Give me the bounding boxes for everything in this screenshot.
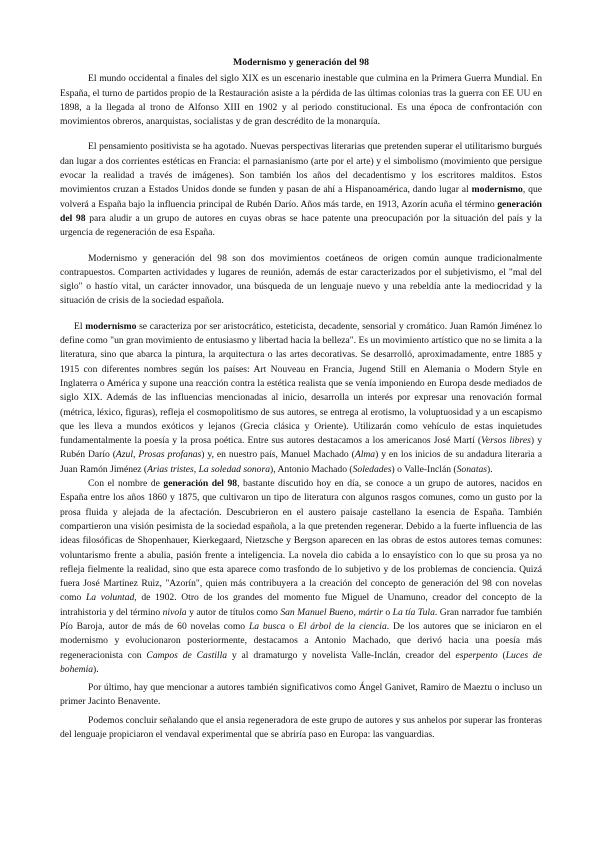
document-page bbox=[60, 56, 542, 746]
text-run: se caracteriza por ser aristocrático, esteticista, decadente, sensorial y cromático. Juan Ramón Jiménez lo define como "un gran movimiento de entusiasmo y libertad hacia la belleza". Es un movimiento artístico que no se limita a la literatura, sino que abarca la pintura, la arquitectura o las artes decorativas. Se desarrolló, aproximadamente, entre 1885 y 1915 con diferentes nombres según los países: Art Nouveau en Francia, Jugend Still en Alemania o Modern Style en Inglaterra o América y supone una reacción contra la estética realista que se venía imponiendo en Europa desde mediados de siglo XIX. Además de las influencias mencionadas al inicio, desarrolla un interés por expresar una renovación formal (métrica, léxico, figuras), refleja el cosmopolitismo de sus autores, se entrega al erotismo, la voluptuosidad y a un escapismo que les lleva a mundos exóticos y lejanos (Grecia clásica y Oriente). Utilizarán como vehículo de estas inquietudes fundamentalmente la poesía y la prosa poética. Entre sus autores destacamos a los americanos José Martí ( bbox=[60, 320, 542, 447]
text-run: y al dramaturgo y novelista Valle-Inclán, creador del bbox=[227, 649, 456, 661]
text-run: ) y Rubén Darío ( bbox=[60, 435, 542, 461]
text-run: , bbox=[193, 463, 199, 475]
text-run: El bbox=[74, 320, 86, 332]
bold-term: modernismo bbox=[85, 320, 137, 332]
italic-title: San Manuel Bueno, mártir bbox=[280, 606, 383, 618]
text-run: y autor de títulos como bbox=[186, 606, 281, 618]
bold-term: generación del 98 bbox=[60, 198, 542, 224]
text-run: ) y en los inicios de su andadura literaria a Juan Ramón Jiménez ( bbox=[60, 449, 542, 475]
text-run: ), Antonio Machado ( bbox=[270, 463, 353, 475]
text-run: , bbox=[132, 449, 139, 461]
text-run: o bbox=[382, 606, 393, 618]
italic-title: El árbol de la ciencia bbox=[297, 620, 387, 632]
italic-title: Arias tristes bbox=[147, 463, 194, 475]
paragraph-text: Modernismo y generación del 98 son dos movimientos coetáneos de origen común aunque tradicionalmente contrapuestos. Comparten actividades y lugares de reunión, además de estar caracterizados por el subjetivismo, el "mal del siglo" o hastío vital, un carácter innovador, una búsqueda de un lenguaje nuevo y una rebeldía ante la mediocridad y la situación de crisis de la sociedad española. bbox=[60, 252, 542, 307]
paragraph-conclusion bbox=[60, 714, 542, 743]
text-run: , bastante discutido hoy en día, se conoce a un grupo de autores, nacidos en España entre los años 1860 y 1875, que cultivaron un tipo de literatura con algunos rasgos comunes, como un gusto por la prosa fluida y alejada de la afectación. Descubrieron en el austero paisaje castellano la esencia de España. También compartieron una visión pesimista de la sociedad española, a la que pretenden regenerar. Debido a la fuerte influencia de las ideas filosóficas de Shopenhauer, Kierkegaard, Nietzsche y Bergson aparecen en las obras de estos autores temas comunes: voluntarismo frente a abulia, pasión frente a inteligencia. La novela dio cabida a lo ensayístico con lo que su prosa ya no refleja fielmente la realidad, sino que esta aparece como trasfondo de lo subjetivo y de los problemas de conciencia. Quizá fuera José Martínez Ruiz, "Azorín", quien más contribuyera a la creación del concepto de generación del 98 con novelas como bbox=[60, 478, 543, 604]
text-run: ( bbox=[497, 649, 506, 661]
paragraph-common-origin bbox=[60, 252, 542, 309]
text-run: . De los autores que se iniciaron en el modernismo y evolucionaron posteriormente, destacamos a Antonio Machado, que derivó hacia una poesía más regeneracionista con bbox=[60, 620, 543, 661]
italic-title: Alma bbox=[354, 449, 376, 461]
italic-title: Versos libres bbox=[481, 435, 531, 447]
text-run: o bbox=[285, 620, 298, 632]
text-run: , que volverá a España bajo la influencia principal de Rubén Darío. Años más tarde, en 1913, Azorín acuña el término bbox=[60, 184, 542, 210]
italic-title: nivola bbox=[162, 606, 187, 618]
paragraph-context bbox=[60, 72, 542, 129]
paragraph-generacion-98 bbox=[60, 477, 542, 677]
italic-title: Sonatas bbox=[456, 463, 488, 475]
paragraph-text: Podemos concluir señalando que el ansia regeneradora de este grupo de autores y sus anhelos por superar las fronteras del lenguaje propiciaron el vendaval experimental que se abriría paso en Europa: las vanguardias. bbox=[60, 714, 542, 741]
italic-title: Azul bbox=[115, 449, 133, 461]
text-run: El pensamiento positivista se ha agotado. Nuevas perspectivas literarias que pretenden superar el utilitarismo burgués dan lugar a dos corrientes estéticas en Francia: el parnasianismo (arte por el arte) y el simbolismo (movimiento que persigue evocar la realidad a través de imágenes). Son también los años del decadentismo y los escritores malditos. Estos movimientos cruzan a Estados Unidos donde se funden y pasan de ahí a Hispanoamérica, dando lugar al bbox=[60, 141, 542, 196]
text-run: ) y, en nuestro país, Manuel Machado ( bbox=[201, 449, 355, 461]
italic-title: Luces de bohemia bbox=[60, 649, 542, 675]
text-run: Con el nombre de bbox=[88, 478, 164, 490]
italic-title: Campos de Castilla bbox=[146, 649, 228, 661]
paragraph-other-authors bbox=[60, 681, 542, 710]
paragraph-text: Por último, hay que mencionar a autores también significativos como Ángel Ganivet, Ramiro de Maeztu o incluso un primer Jacinto Benavente. bbox=[60, 682, 542, 708]
italic-title: esperpento bbox=[455, 649, 498, 661]
text-run: ) o Valle-Inclán ( bbox=[391, 463, 457, 475]
paragraph-modernismo bbox=[60, 320, 542, 477]
text-run: para aludir a un grupo de autores en cuyas obras se hace patente una preocupación por la situación del país y la urgencia de regeneración de esa España. bbox=[60, 212, 542, 239]
paragraph-text: El mundo occidental a finales del siglo XIX es un escenario inestable que culmina en la Primera Guerra Mundial. En España, el turno de partidos propio de la Restauración asiste a la pérdida de las últimas colonias tras la guerra con EE UU en 1898, a la llegada al trono de Alfonso XIII en 1902 y al periodo constitucional. Es una época de confrontación con movimientos obreros, anarquistas, socialistas y de gran descrédito de la monarquía. bbox=[60, 73, 542, 128]
bold-term: generación del 98 bbox=[163, 478, 238, 490]
document-title: Modernismo y generación del 98 bbox=[232, 57, 370, 68]
italic-title: Prosas profanas bbox=[138, 449, 202, 461]
italic-title: La busca bbox=[248, 620, 286, 632]
italic-title: La tía Tula bbox=[392, 606, 435, 618]
italic-title: La voluntad bbox=[85, 592, 135, 604]
text-run: ). bbox=[487, 463, 493, 475]
italic-title: La soledad sonora bbox=[198, 463, 271, 475]
text-run: , de 1902. Otro de los grandes del momento fue Miguel de Unamuno, creador del concepto de la intrahistoria y del término bbox=[60, 592, 543, 618]
text-run: . Gran narrador fue también Pío Baroja, autor de más de 60 novelas como bbox=[60, 606, 543, 632]
text-run: ). bbox=[93, 663, 99, 675]
paragraph-origins bbox=[60, 140, 542, 240]
bold-term: modernismo bbox=[471, 184, 523, 196]
italic-title: Soledades bbox=[352, 463, 392, 475]
